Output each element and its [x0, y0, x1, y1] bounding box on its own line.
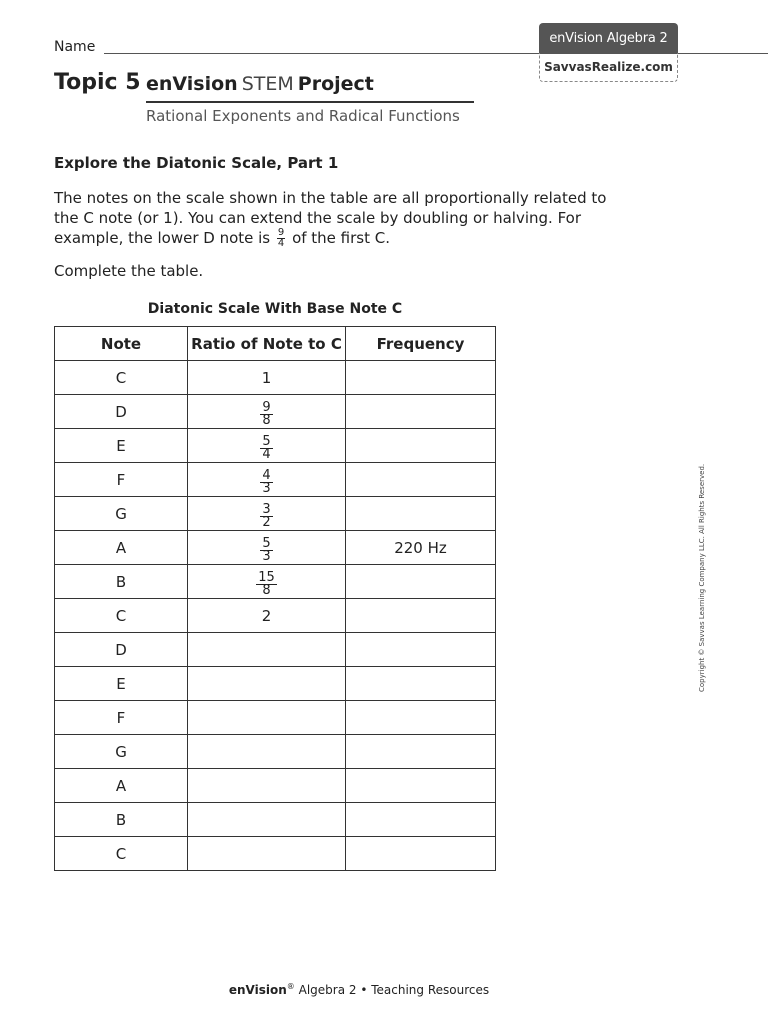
ratio-cell[interactable]: [188, 701, 346, 735]
frequency-cell[interactable]: [346, 735, 496, 769]
note-cell: D: [55, 633, 188, 667]
note-cell: A: [55, 769, 188, 803]
stem-project-brand: [146, 73, 374, 95]
note-cell: B: [55, 565, 188, 599]
ratio-cell: [188, 497, 346, 531]
table-row: [55, 497, 496, 531]
frequency-cell[interactable]: [346, 565, 496, 599]
table-row: [55, 361, 496, 395]
note-cell: A: [55, 531, 188, 565]
table-row: [55, 395, 496, 429]
intro-text-after: of the first C.: [292, 229, 390, 247]
intro-paragraph: [54, 188, 634, 249]
header-note: Note: [55, 327, 188, 361]
frequency-cell[interactable]: [346, 633, 496, 667]
ratio-cell: 2: [188, 599, 346, 633]
note-cell: E: [55, 429, 188, 463]
footer-text: Algebra 2 • Teaching Resources: [294, 983, 490, 997]
footer-registered-mark: ®: [286, 982, 295, 991]
table-row: [55, 565, 496, 599]
ratio-cell[interactable]: [188, 633, 346, 667]
intro-text-before: The notes on the scale shown in the table are all proportionally related to the C note (or 1). You can extend the scale by doubling or halving. For example, the lower D note is: [54, 189, 607, 247]
table-row: [55, 429, 496, 463]
ratio-cell: [188, 531, 346, 565]
ratio-denominator: 8: [262, 582, 271, 598]
ratio-numerator: 9: [262, 399, 271, 415]
table-header-row: [55, 327, 496, 361]
ratio-cell: 1: [188, 361, 346, 395]
frequency-cell[interactable]: [346, 361, 496, 395]
ratio-numerator: 5: [262, 535, 271, 551]
note-cell: C: [55, 361, 188, 395]
ratio-fraction: [256, 569, 277, 598]
frequency-cell[interactable]: [346, 497, 496, 531]
ratio-denominator: 8: [262, 412, 271, 428]
table-row: [55, 463, 496, 497]
note-cell: F: [55, 701, 188, 735]
ratio-cell: [188, 565, 346, 599]
intro-fraction: [277, 228, 285, 249]
ratio-cell[interactable]: [188, 735, 346, 769]
ratio-numerator: 15: [258, 569, 275, 585]
ratio-cell[interactable]: [188, 769, 346, 803]
table-row: [55, 667, 496, 701]
ratio-cell: [188, 463, 346, 497]
page-footer: [0, 982, 718, 997]
frequency-cell[interactable]: [346, 429, 496, 463]
copyright-notice: Copyright © Savvas Learning Company LLC. All Rights Reserved.: [698, 463, 706, 692]
note-cell: C: [55, 837, 188, 871]
table-row: [55, 769, 496, 803]
frequency-cell[interactable]: [346, 701, 496, 735]
ratio-fraction: [260, 433, 272, 462]
frequency-cell[interactable]: [346, 803, 496, 837]
note-cell: B: [55, 803, 188, 837]
ratio-fraction: [260, 535, 272, 564]
header-frequency: Frequency: [346, 327, 496, 361]
note-cell: E: [55, 667, 188, 701]
note-cell: G: [55, 735, 188, 769]
table-row: [55, 735, 496, 769]
frequency-cell[interactable]: [346, 599, 496, 633]
ratio-fraction: [260, 501, 272, 530]
name-label: Name: [54, 39, 96, 55]
frequency-cell[interactable]: [346, 769, 496, 803]
table-row: [55, 599, 496, 633]
table-row: [55, 803, 496, 837]
topic-number: Topic 5: [54, 70, 141, 95]
header-ratio: Ratio of Note to C: [188, 327, 346, 361]
frequency-cell: 220 Hz: [346, 531, 496, 565]
ratio-cell[interactable]: [188, 837, 346, 871]
frequency-cell[interactable]: [346, 667, 496, 701]
ratio-cell[interactable]: [188, 803, 346, 837]
intro-fraction-denominator: 4: [277, 238, 285, 249]
table-row: [55, 633, 496, 667]
ratio-fraction: [260, 467, 272, 496]
topic-divider: [146, 101, 474, 103]
program-badge: [539, 23, 678, 83]
brand-stem: STEM: [241, 73, 294, 95]
table-title: Diatonic Scale With Base Note C: [147, 301, 403, 317]
frequency-cell[interactable]: [346, 463, 496, 497]
ratio-cell: [188, 429, 346, 463]
brand-envision: enVision: [146, 73, 238, 95]
table-row: [55, 531, 496, 565]
note-cell: D: [55, 395, 188, 429]
ratio-numerator: 3: [262, 501, 271, 517]
table-row: [55, 701, 496, 735]
ratio-denominator: 3: [262, 548, 271, 564]
ratio-numerator: 5: [262, 433, 271, 449]
badge-website: SavvasRealize.com: [539, 53, 678, 82]
ratio-numerator: 4: [262, 467, 271, 483]
note-cell: G: [55, 497, 188, 531]
ratio-cell: [188, 395, 346, 429]
note-cell: C: [55, 599, 188, 633]
badge-program-title: enVision Algebra 2: [539, 23, 678, 53]
footer-brand: enVision: [228, 983, 287, 997]
intro-fraction-numerator: 9: [277, 227, 285, 238]
ratio-denominator: 4: [262, 446, 271, 462]
note-cell: F: [55, 463, 188, 497]
instruction-text: Complete the table.: [54, 262, 204, 280]
brand-project: Project: [297, 73, 374, 95]
ratio-cell[interactable]: [188, 667, 346, 701]
table-row: [55, 837, 496, 871]
ratio-denominator: 3: [262, 480, 271, 496]
frequency-cell[interactable]: [346, 395, 496, 429]
frequency-cell[interactable]: [346, 837, 496, 871]
diatonic-scale-table: [54, 326, 496, 871]
topic-subtitle: Rational Exponents and Radical Functions: [146, 107, 460, 125]
ratio-fraction: [260, 399, 272, 428]
section-heading: Explore the Diatonic Scale, Part 1: [54, 154, 339, 172]
ratio-denominator: 2: [262, 514, 271, 530]
table-body: [55, 361, 496, 871]
